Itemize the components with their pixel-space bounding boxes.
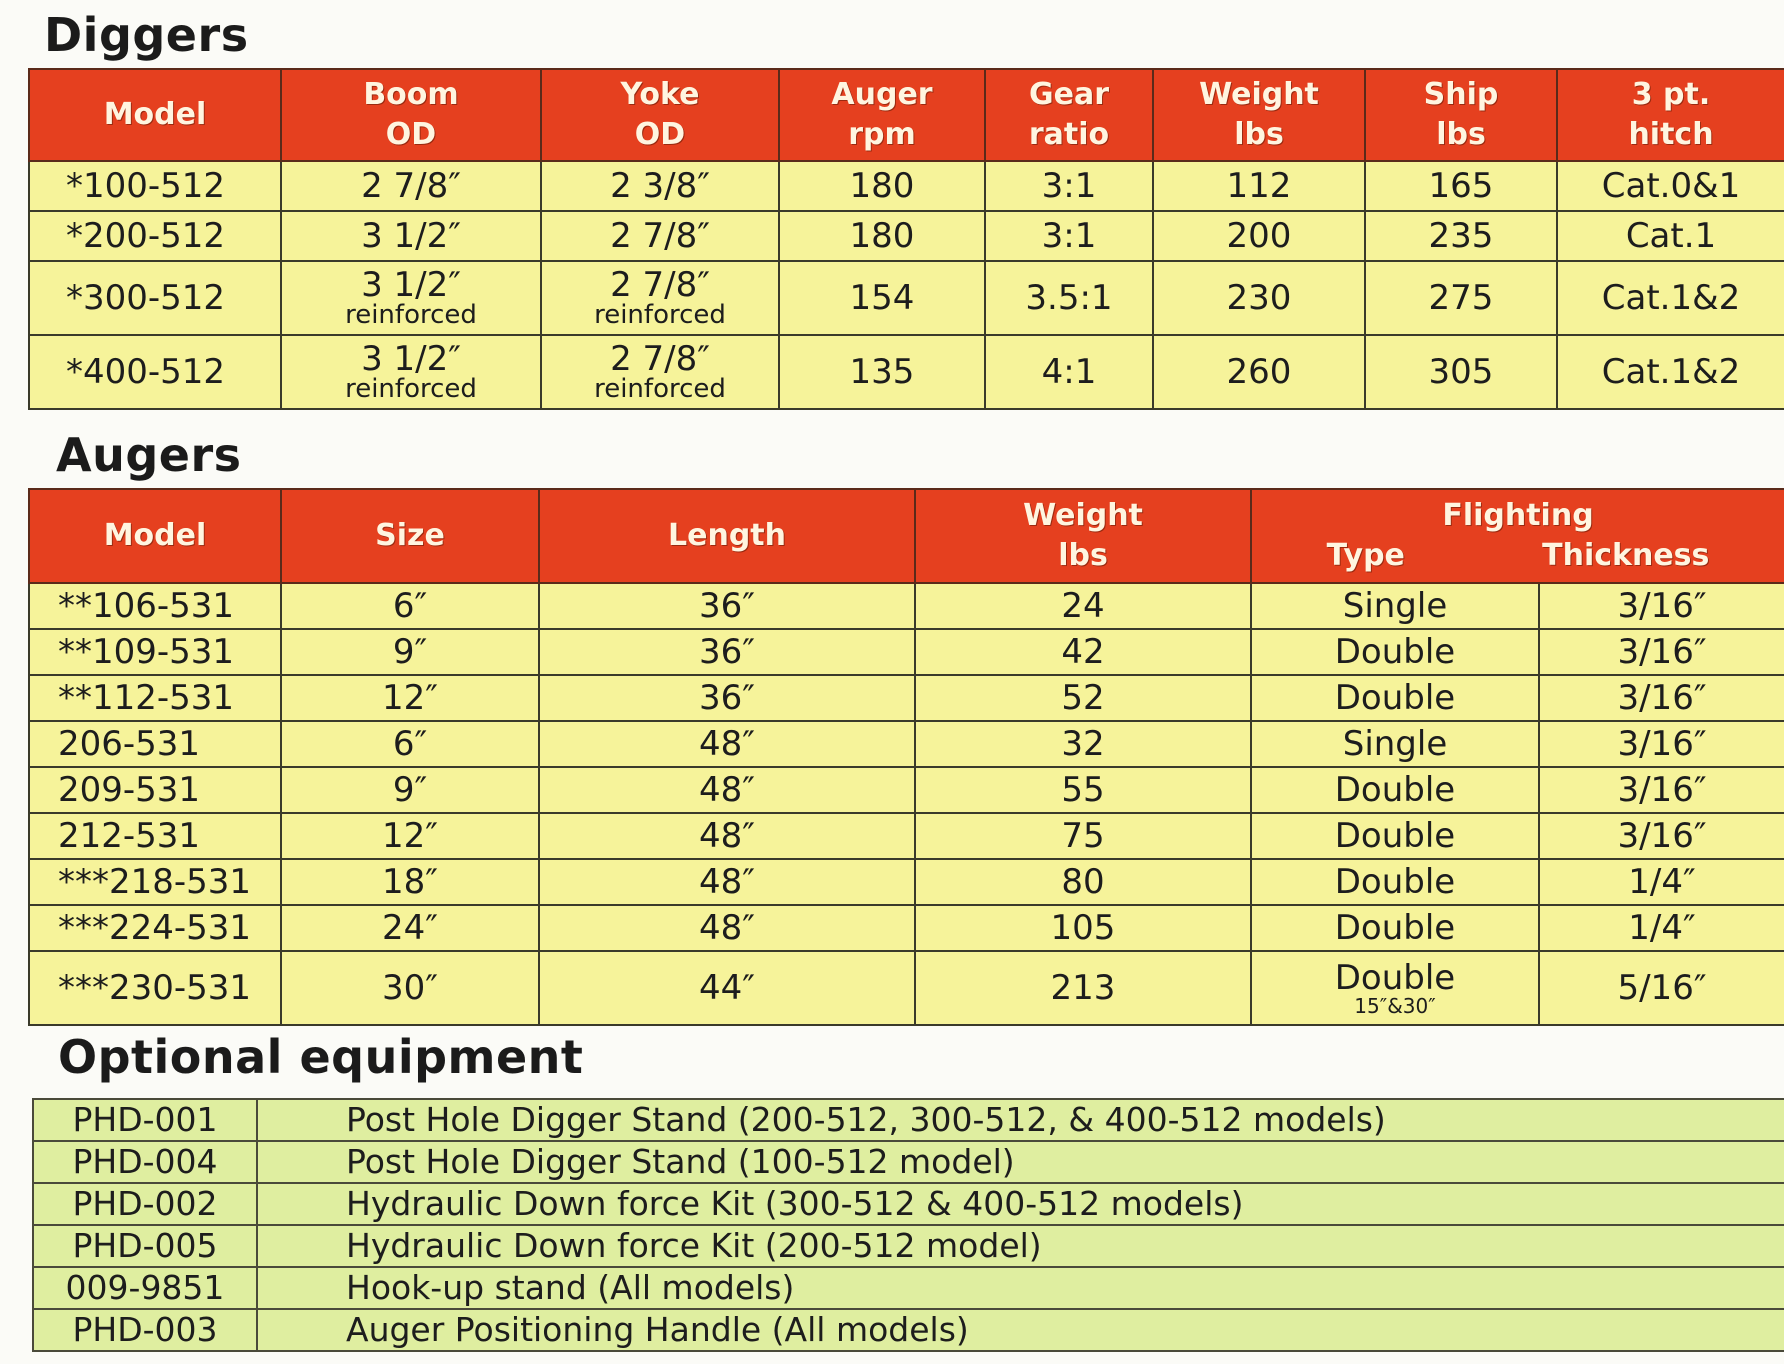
auger-bot: rpm [848,117,916,152]
auger-model: ***224-531 [29,905,281,951]
auger-size: 24″ [281,905,539,951]
digger-weight: 260 [1153,335,1365,409]
yoke-top: Yoke [620,77,700,112]
digger-boom: 3 1/2″ [281,211,541,261]
optional-desc: Hydraulic Down force Kit (200-512 model) [257,1225,1784,1267]
digger-hitch: Cat.1&2 [1557,335,1784,409]
optional-desc: Auger Positioning Handle (All models) [257,1309,1784,1351]
digger-rpm: 180 [779,211,985,261]
table-row [29,721,1784,767]
aug-weight-bot: lbs [1058,538,1108,573]
auger-length: 48″ [539,721,915,767]
auger-thickness: 3/16″ [1539,813,1784,859]
digger-ship: 165 [1365,161,1557,211]
list-item [33,1141,1784,1183]
auger-model: 209-531 [29,767,281,813]
auger-length: 48″ [539,813,915,859]
auger-model: 206-531 [29,721,281,767]
ship-top: Ship [1423,77,1499,112]
digger-hitch: Cat.1 [1557,211,1784,261]
auger-length: 44″ [539,951,915,1025]
auger-type: Double [1251,767,1539,813]
auger-thickness: 5/16″ [1539,951,1784,1025]
auger-length: 48″ [539,905,915,951]
auger-type: Single [1251,583,1539,629]
digger-boom-value: 3 1/2″ [361,265,461,305]
auger-size: 6″ [281,721,539,767]
augers-table [28,488,1784,1026]
digger-boom-value: 3 1/2″ [361,339,461,379]
diggers-col-model: Model [29,69,281,161]
digger-yoke [541,261,779,335]
digger-weight: 230 [1153,261,1365,335]
diggers-col-hitch [1557,69,1784,161]
table-row [29,261,1784,335]
flighting-label: Flighting [1442,498,1594,533]
digger-yoke-value: 2 7/8″ [610,339,710,379]
table-row [29,583,1784,629]
optional-code: PHD-003 [33,1309,257,1351]
auger-weight: 213 [915,951,1251,1025]
optional-code: 009-9851 [33,1267,257,1309]
table-row [29,951,1784,1025]
digger-gear: 3:1 [985,161,1153,211]
table-row [29,767,1784,813]
auger-weight: 32 [915,721,1251,767]
digger-model: *100-512 [29,161,281,211]
optional-code: PHD-004 [33,1141,257,1183]
boom-bot: OD [385,117,437,152]
aug-weight-top: Weight [1023,498,1143,533]
diggers-header-row [29,69,1784,161]
auger-type-note: 15″&30″ [1354,994,1436,1018]
diggers-col-yoke [541,69,779,161]
optional-code: PHD-002 [33,1183,257,1225]
digger-yoke: 2 3/8″ [541,161,779,211]
auger-weight: 105 [915,905,1251,951]
weight-top: Weight [1199,77,1319,112]
auger-thickness: 3/16″ [1539,767,1784,813]
diggers-col-auger [779,69,985,161]
auger-type-value: Double [1334,958,1456,998]
auger-type: Double [1251,629,1539,675]
digger-rpm: 135 [779,335,985,409]
digger-yoke: 2 7/8″ [541,211,779,261]
auger-type: Double [1251,813,1539,859]
digger-weight: 200 [1153,211,1365,261]
auger-size: 30″ [281,951,539,1025]
digger-rpm: 180 [779,161,985,211]
optional-table [32,1098,1784,1352]
optional-title: Optional equipment [58,1030,584,1084]
auger-size: 18″ [281,859,539,905]
augers-title: Augers [56,428,242,482]
auger-type: Double [1251,859,1539,905]
table-row [29,813,1784,859]
table-row [29,675,1784,721]
digger-gear: 4:1 [985,335,1153,409]
optional-desc: Hydraulic Down force Kit (300-512 & 400-512 models) [257,1183,1784,1225]
auger-type: Single [1251,721,1539,767]
list-item [33,1309,1784,1351]
auger-weight: 55 [915,767,1251,813]
list-item [33,1099,1784,1141]
diggers-col-boom [281,69,541,161]
auger-type: Double [1251,905,1539,951]
auger-model: ***230-531 [29,951,281,1025]
hitch-top: 3 pt. [1631,77,1711,112]
auger-thickness: 1/4″ [1539,859,1784,905]
digger-gear: 3:1 [985,211,1153,261]
digger-boom [281,335,541,409]
digger-boom: 2 7/8″ [281,161,541,211]
auger-thickness: 1/4″ [1539,905,1784,951]
augers-header-row [29,489,1784,583]
auger-top: Auger [831,77,933,112]
auger-size: 9″ [281,767,539,813]
auger-weight: 42 [915,629,1251,675]
auger-length: 48″ [539,767,915,813]
digger-gear: 3.5:1 [985,261,1153,335]
digger-yoke-note: reinforced [594,374,726,404]
auger-weight: 80 [915,859,1251,905]
digger-weight: 112 [1153,161,1365,211]
digger-ship: 305 [1365,335,1557,409]
auger-thickness: 3/16″ [1539,721,1784,767]
digger-hitch: Cat.1&2 [1557,261,1784,335]
digger-yoke-note: reinforced [594,300,726,330]
auger-weight: 75 [915,813,1251,859]
augers-col-length: Length [539,489,915,583]
auger-thickness: 3/16″ [1539,675,1784,721]
diggers-col-weight [1153,69,1365,161]
gear-bot: ratio [1028,117,1110,152]
augers-col-flighting [1251,489,1784,583]
diggers-col-ship [1365,69,1557,161]
optional-code: PHD-001 [33,1099,257,1141]
auger-thickness: 3/16″ [1539,629,1784,675]
auger-model: **109-531 [29,629,281,675]
digger-boom-note: reinforced [345,374,477,404]
digger-boom [281,261,541,335]
augers-col-size: Size [281,489,539,583]
optional-desc: Post Hole Digger Stand (200-512, 300-512, & 400-512 models) [257,1099,1784,1141]
augers-col-model: Model [29,489,281,583]
list-item [33,1183,1784,1225]
optional-desc: Hook-up stand (All models) [257,1267,1784,1309]
flighting-thickness-label: Thickness [1542,538,1710,573]
table-row [29,161,1784,211]
flighting-type-label: Type [1326,538,1405,573]
list-item [33,1225,1784,1267]
table-row [29,905,1784,951]
auger-model: **112-531 [29,675,281,721]
table-row [29,859,1784,905]
auger-model: **106-531 [29,583,281,629]
list-item [33,1267,1784,1309]
auger-length: 48″ [539,859,915,905]
diggers-col-gear [985,69,1153,161]
augers-col-weight [915,489,1251,583]
optional-desc: Post Hole Digger Stand (100-512 model) [257,1141,1784,1183]
digger-boom-note: reinforced [345,300,477,330]
auger-type: Double [1251,675,1539,721]
ship-bot: lbs [1436,117,1486,152]
digger-yoke-value: 2 7/8″ [610,265,710,305]
hitch-bot: hitch [1628,117,1714,152]
digger-model: *200-512 [29,211,281,261]
digger-model: *400-512 [29,335,281,409]
auger-model: ***218-531 [29,859,281,905]
gear-top: Gear [1028,77,1109,112]
auger-size: 9″ [281,629,539,675]
yoke-bot: OD [634,117,686,152]
digger-model: *300-512 [29,261,281,335]
auger-size: 12″ [281,813,539,859]
diggers-title: Diggers [44,8,249,62]
digger-ship: 275 [1365,261,1557,335]
flighting-subheaders [1258,536,1778,576]
weight-bot: lbs [1234,117,1284,152]
digger-ship: 235 [1365,211,1557,261]
diggers-table [28,68,1784,410]
auger-length: 36″ [539,675,915,721]
boom-top: Boom [363,77,459,112]
auger-model: 212-531 [29,813,281,859]
auger-type [1251,951,1539,1025]
digger-hitch: Cat.0&1 [1557,161,1784,211]
auger-size: 12″ [281,675,539,721]
table-row [29,211,1784,261]
table-row [29,335,1784,409]
auger-weight: 52 [915,675,1251,721]
optional-code: PHD-005 [33,1225,257,1267]
table-row [29,629,1784,675]
digger-yoke [541,335,779,409]
auger-length: 36″ [539,629,915,675]
auger-weight: 24 [915,583,1251,629]
digger-rpm: 154 [779,261,985,335]
auger-thickness: 3/16″ [1539,583,1784,629]
auger-length: 36″ [539,583,915,629]
auger-size: 6″ [281,583,539,629]
